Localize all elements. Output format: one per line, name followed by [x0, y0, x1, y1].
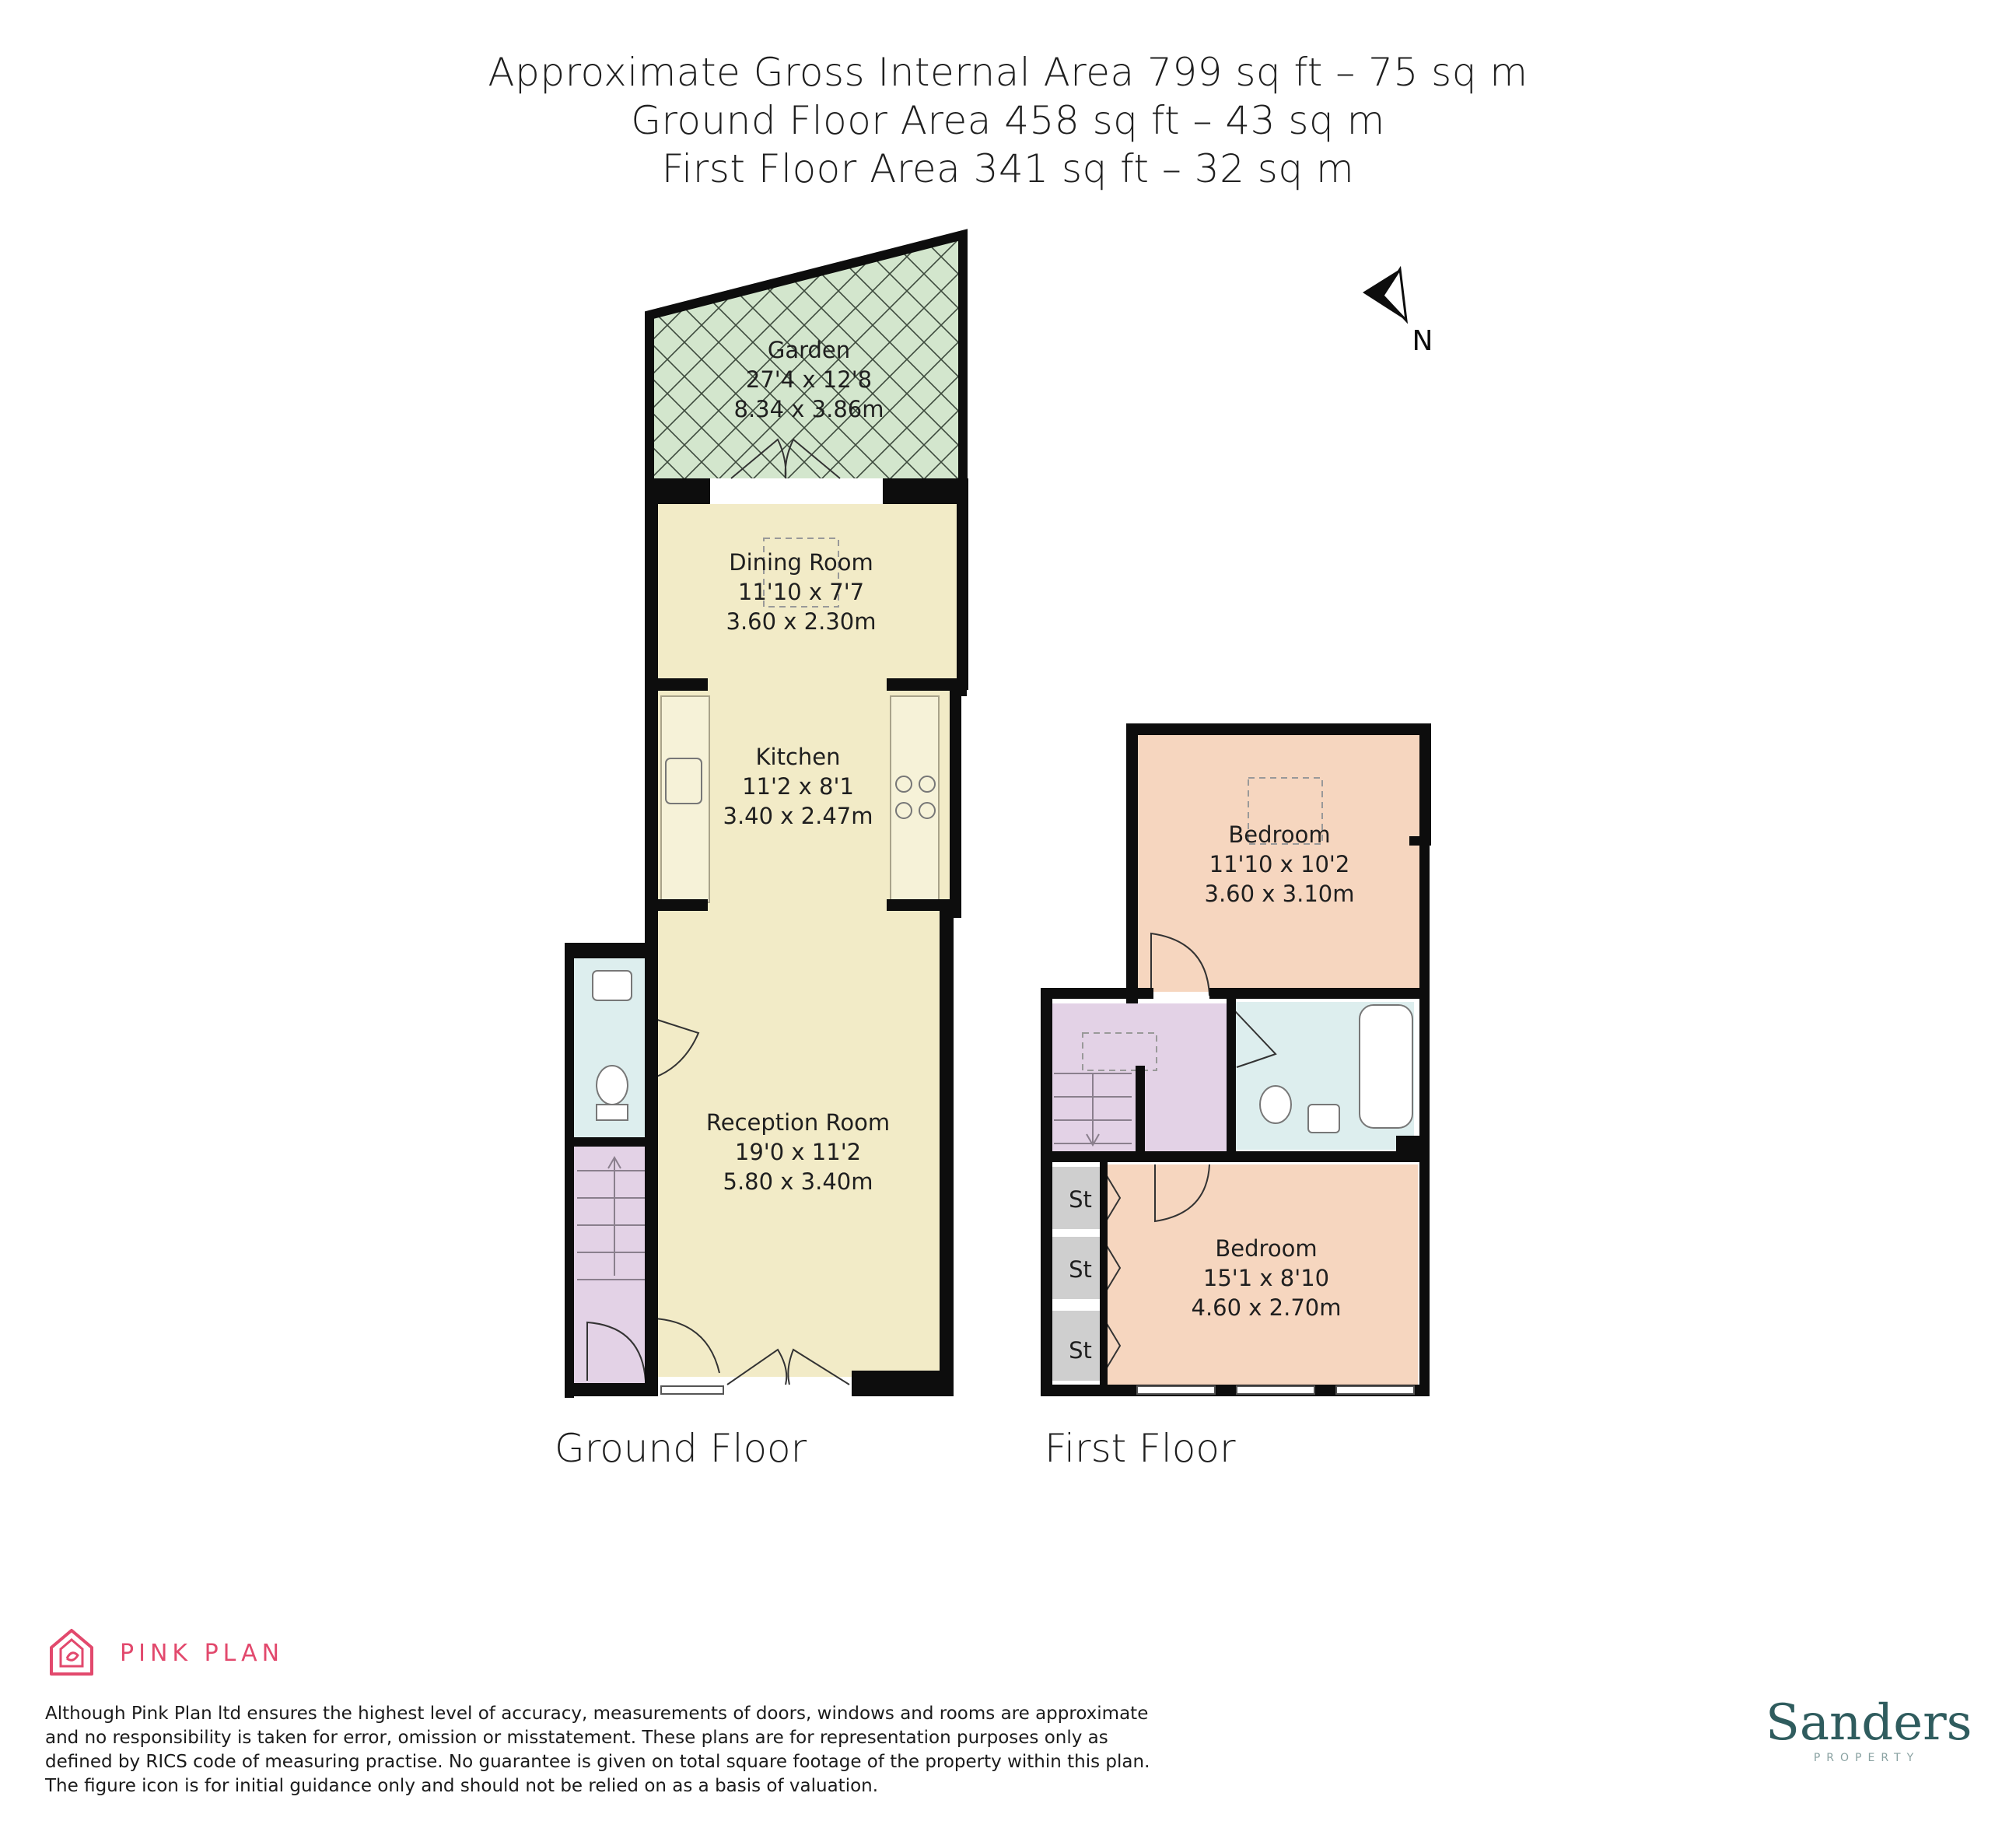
storage-label-2: St — [1069, 1256, 1092, 1283]
bedroom-rear-metric: 3.60 x 3.10m — [1204, 881, 1355, 907]
reception-room-label: Reception Room — [705, 1109, 891, 1136]
pink-plan-brand — [47, 1626, 284, 1680]
agent-name: Sanders — [1766, 1694, 1972, 1752]
dining-room-metric: 3.60 x 2.30m — [726, 608, 877, 635]
storage-label-3: St — [1069, 1337, 1092, 1364]
wc-basin-icon — [593, 971, 632, 1000]
ground-floor-label: Ground Floor — [555, 1426, 807, 1471]
bedroom-front-metric: 4.60 x 2.70m — [1191, 1294, 1342, 1321]
garden-metric: 8.34 x 3.86m — [733, 396, 884, 422]
wc-toilet-icon — [597, 1066, 628, 1105]
wc-cistern-icon — [597, 1105, 628, 1120]
dining-room-label: Dining Room — [729, 549, 873, 576]
north-arrow-icon — [1363, 269, 1433, 357]
bedroom-front-label: Bedroom — [1215, 1235, 1318, 1262]
reception-room-metric: 5.80 x 3.40m — [723, 1168, 873, 1195]
agent-logo — [1766, 1694, 1972, 1764]
bedroom-front-imperial: 15'1 x 8'10 — [1202, 1265, 1330, 1291]
north-label: N — [1412, 325, 1433, 357]
storage-label-1: St — [1069, 1186, 1092, 1213]
kitchen-metric: 3.40 x 2.47m — [723, 803, 873, 829]
house-logo-icon — [47, 1626, 96, 1680]
first-floor-label: First Floor — [1045, 1426, 1236, 1471]
kitchen-imperial: 11'2 x 8'1 — [742, 773, 854, 800]
dining-room-imperial: 11'10 x 7'7 — [737, 579, 865, 605]
agent-subtitle: PROPERTY — [1813, 1752, 1920, 1764]
window-front — [661, 1386, 723, 1394]
garden-imperial: 27'4 x 12'8 — [745, 366, 873, 393]
disclaimer-text: Although Pink Plan ltd ensures the highest level of accuracy, measurements of doors, windows and rooms are approximate and no responsibility is taken for error, omission or misstatement. These plans are for representation purposes only as defined by RICS code of measuring practise. No guarantee is given on total square footage of the property within this plan. The figure icon is for initial guidance only and should not be relied on as a basis of valuation. — [45, 1704, 1150, 1796]
garden-label: Garden — [767, 337, 851, 363]
gross-area-line: Approximate Gross Internal Area 799 sq ft – 75 sq m — [488, 50, 1528, 95]
bedroom-rear-imperial: 11'10 x 10'2 — [1209, 851, 1350, 877]
kitchen-counter-right — [891, 696, 939, 902]
brand-name: PINK PLAN — [120, 1639, 285, 1667]
bedroom-rear-label: Bedroom — [1228, 821, 1331, 848]
basin-first-icon — [1308, 1105, 1339, 1133]
first-floor-area-line: First Floor Area 341 sq ft – 32 sq m — [661, 146, 1355, 191]
windows-first-front — [1137, 1386, 1414, 1394]
bath-icon — [1360, 1005, 1412, 1128]
ground-floor-area-line: Ground Floor Area 458 sq ft – 43 sq m — [631, 98, 1385, 143]
toilet-first-icon — [1260, 1086, 1291, 1123]
kitchen-label: Kitchen — [755, 744, 841, 770]
stair-hall-area — [573, 1143, 651, 1385]
reception-room-imperial: 19'0 x 11'2 — [734, 1139, 862, 1165]
